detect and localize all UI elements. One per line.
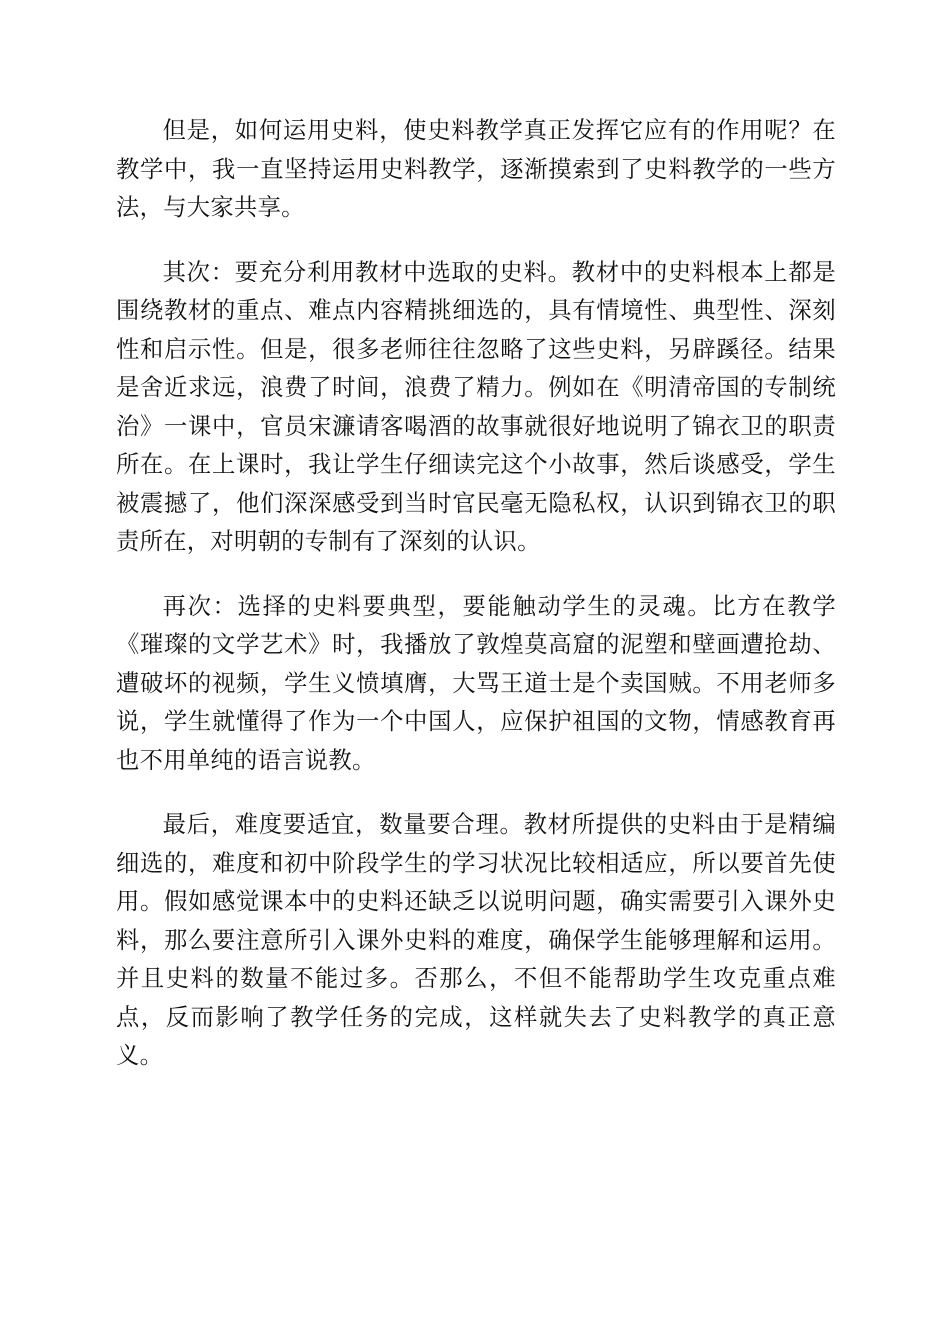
paragraph-intro: 但是，如何运用史料，使史料教学真正发挥它应有的作用呢？在教学中，我一直坚持运用史料教学，逐渐摸索到了史料教学的一些方法，与大家共享。 bbox=[116, 117, 836, 221]
paragraph-third: 再次：选择的史料要典型，要能触动学生的灵魂。比方在教学《璀璨的文学艺术》时，我播放了敦煌莫高窟的泥塑和壁画遭抢劫、遭破坏的视频，学生义愤填膺，大骂王道士是个卖国贼。不用老师多说，学生就懂得了作为一个中国人，应保护祖国的文物，情感教育再也不用单纯的语言说教。 bbox=[116, 592, 836, 774]
paragraph-last: 最后，难度要适宜，数量要合理。教材所提供的史料由于是精编细选的，难度和初中阶段学生的学习状况比较相适应，所以要首先使用。假如感觉课本中的史料还缺乏以说明问题，确实需要引入课外史料，那么要注意所引入课外史料的难度，确保学生能够理解和运用。并且史料的数量不能过多。否那么，不但不能帮助学生攻克重点难点，反而影响了教学任务的完成，这样就失去了史料教学的真正意义。 bbox=[116, 811, 836, 1069]
paragraph-second: 其次：要充分利用教材中选取的史料。教材中的史料根本上都是围绕教材的重点、难点内容精挑细选的，具有情境性、典型性、深刻性和启示性。但是，很多老师往往忽略了这些史料，另辟蹊径。结果是舍近求远，浪费了时间，浪费了精力。例如在《明清帝国的专制统治》一课中，官员宋濂请客喝酒的故事就很好地说明了锦衣卫的职责所在。在上课时，我让学生仔细读完这个小故事，然后谈感受，学生被震撼了，他们深深感受到当时官民毫无隐私权，认识到锦衣卫的职责所在，对明朝的专制有了深刻的认识。 bbox=[116, 258, 836, 555]
document-page bbox=[116, 112, 836, 1102]
